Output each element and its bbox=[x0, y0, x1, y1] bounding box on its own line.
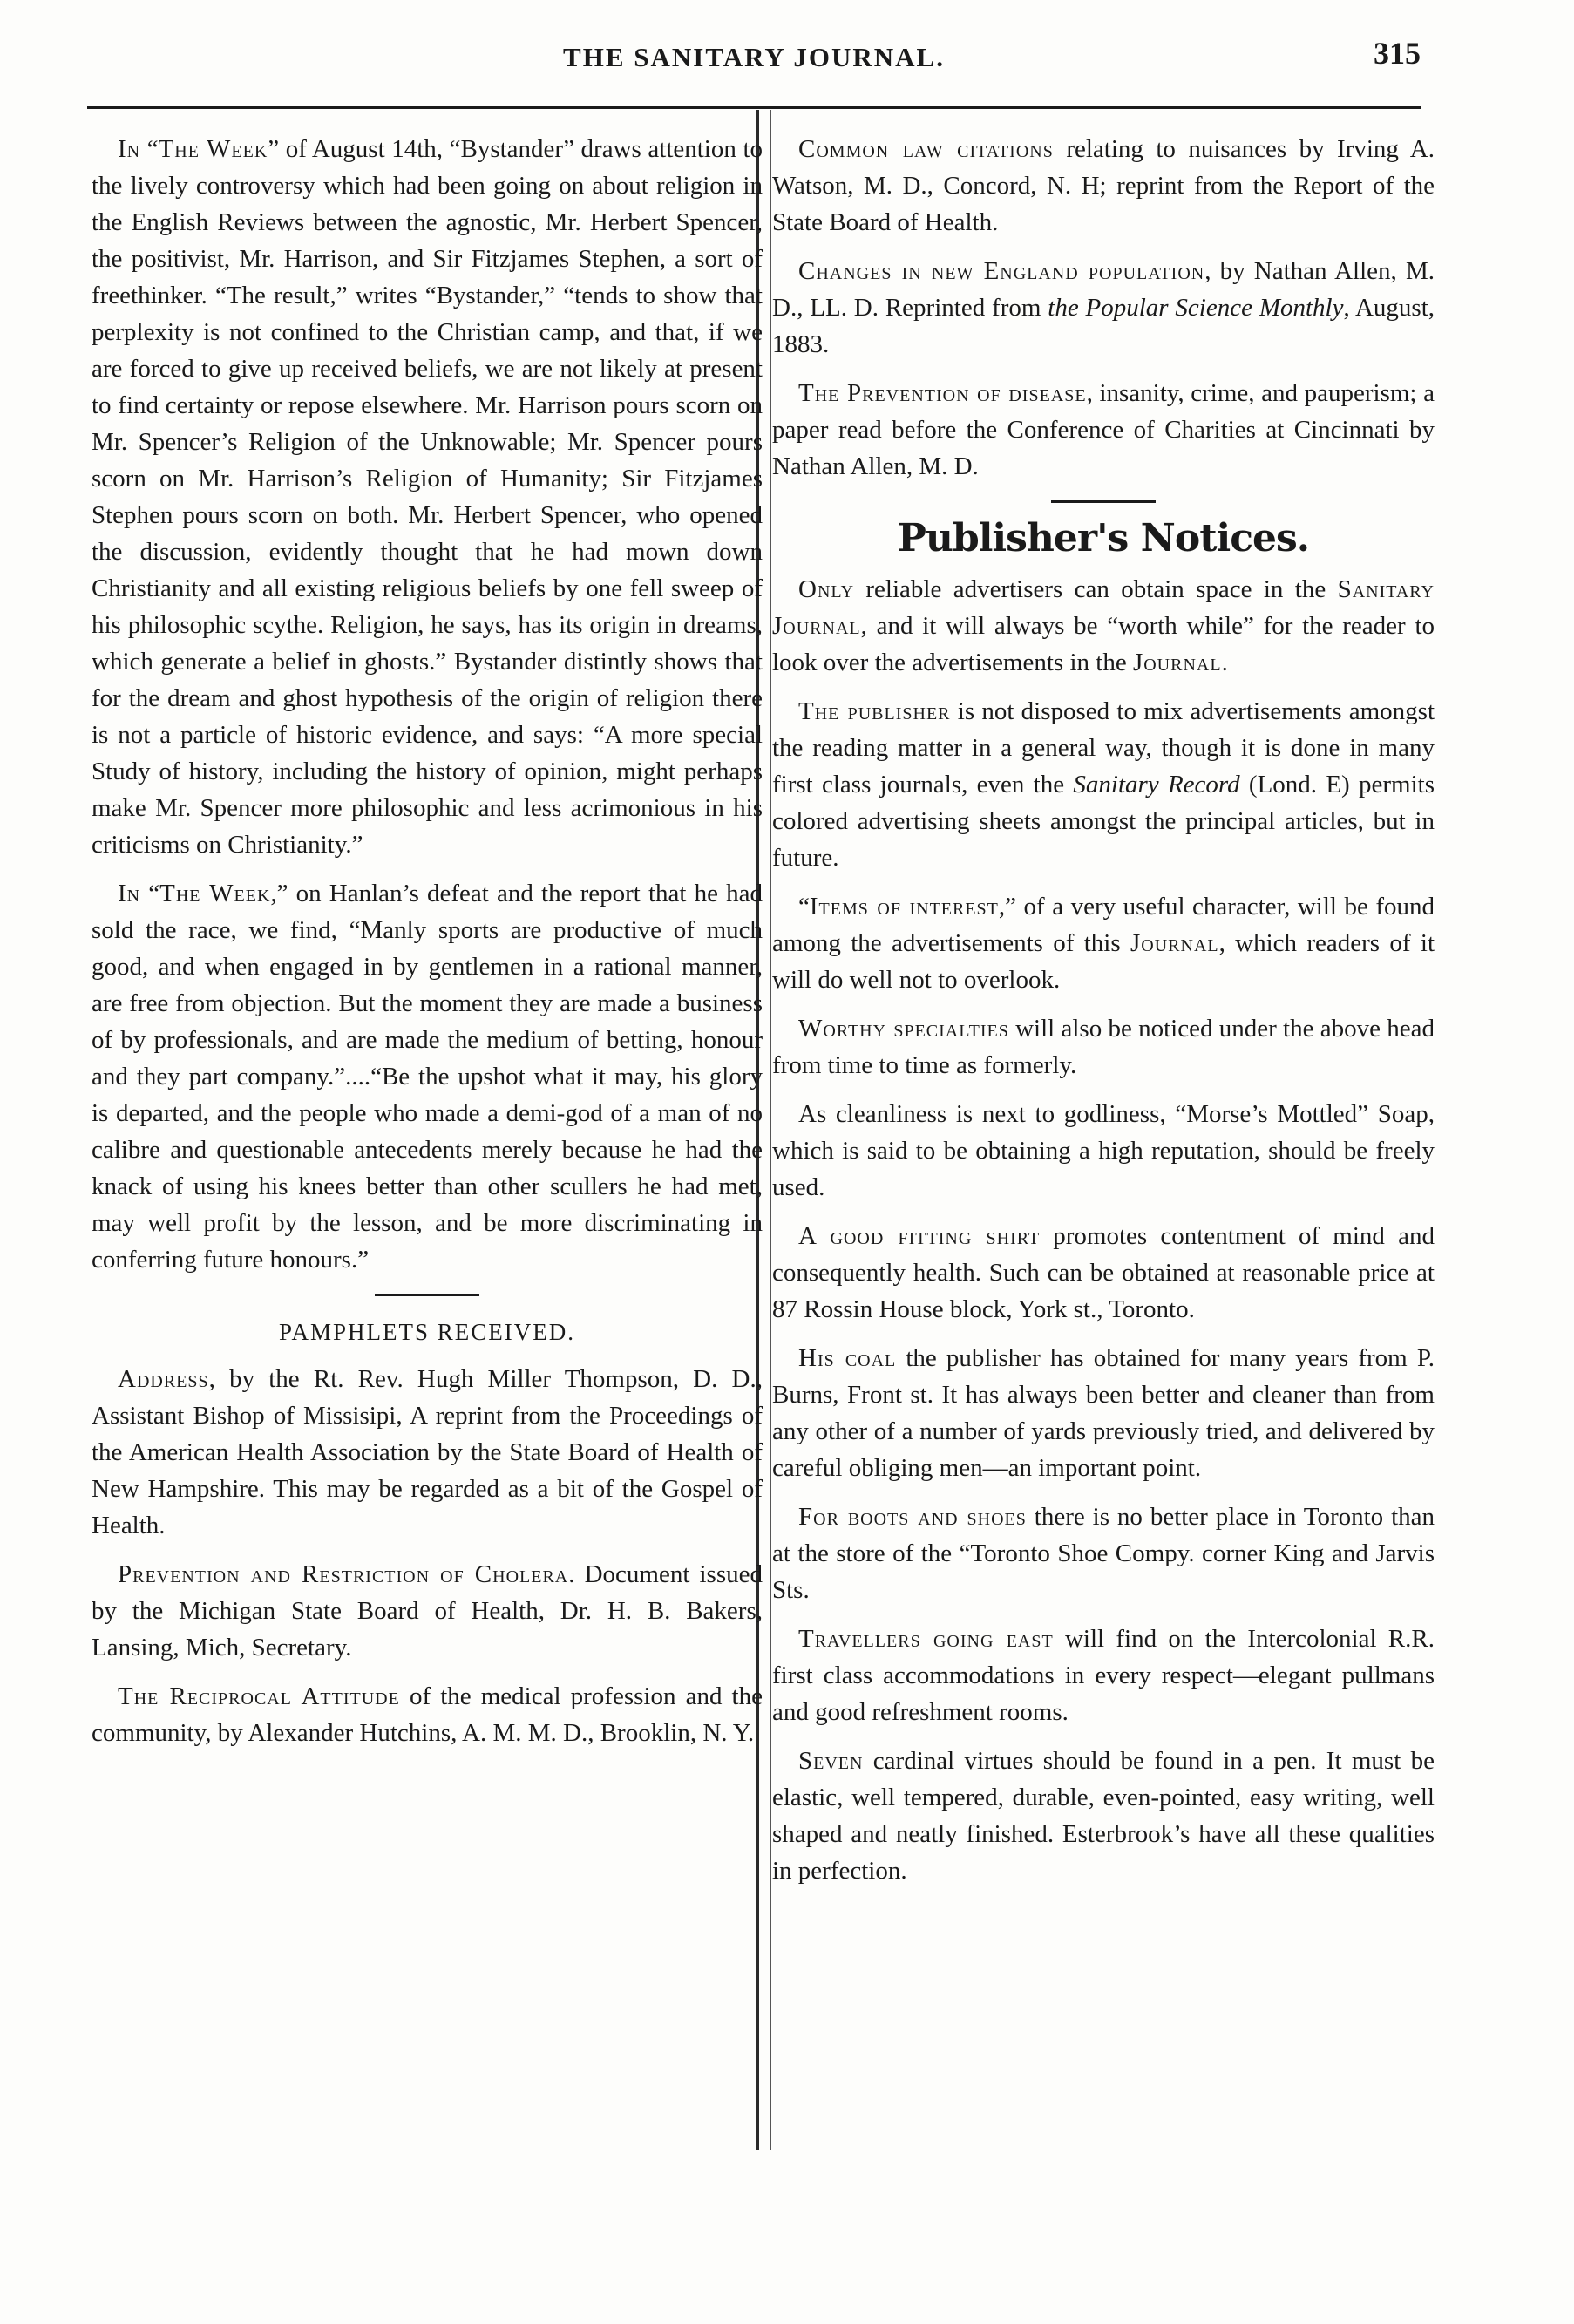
pamphlet-cholera: Prevention and Restriction of Cholera. Document issued by the Michigan State Board of Health, Dr. H. B. Bakers, Lansing, Mich, Secretary. bbox=[92, 1560, 763, 1661]
notice-boots-shoes: For boots and shoes there is no better place in Toronto than at the store of the “Toronto Shoe Compy. corner King and Jarvis Sts. bbox=[772, 1503, 1435, 1604]
notice-soap: As cleanliness is next to godliness, “Morse’s Mottled” Soap, which is said to be obtaining a high reputation, should be freely used. bbox=[772, 1100, 1435, 1201]
pamphlet-reciprocal: The Reciprocal Attitude of the medical profession and the community, by Alexander Hutchins, A. M. M. D., Brooklin, N. Y. bbox=[92, 1682, 763, 1747]
paragraph-the-week-bystander: In “The Week” of August 14th, “Bystander” draws attention to the lively controversy which had been going on about religion in the English Reviews between the agnostic, Mr. Herbert Spencer, the positivist, Mr. Harrison, and Sir Fitzjames Stephen, a sort of freethinker. “The result,” writes “Bystander,” “tends to show that perplexity is not confined to the Christian camp, and that, if we are forced to give up received beliefs, we are not likely at present to find certainty or repose elsewhere. Mr. Harrison pours scorn on Mr. Spencer’s Religion of the Unknowable; Mr. Spencer pours scorn on Mr. Harrison’s Religion of Humanity; Sir Fitzjames Stephen pours scorn on both. Mr. Herbert Spencer, who opened the discussion, evidently thought that he had mown down Christianity and all existing religious beliefs by one fell sweep of his philosophic scythe. Religion, he says, has its origin in dreams, which generate a belief in ghosts.” Bystander distintly shows that for the dream and ghost hypothesis of the origin of religion there is not a particle of historic evidence, and says: “A more special Study of history, including the history of opinion, might perhaps make Mr. Spencer more philosophic and less acrimonious in his criticisms on Christianity.” bbox=[92, 135, 763, 859]
notice-worthy-specialties: Worthy specialties will also be noticed under the above head from time to time as formerly. bbox=[772, 1015, 1435, 1079]
header-rule bbox=[87, 106, 1421, 109]
notice-shirt: A good fitting shirt promotes contentment of mind and consequently health. Such can be obtained at reasonable price at 87 Rossin House block, York st., Toronto. bbox=[772, 1222, 1435, 1323]
pamphlet-address: Address, by the Rt. Rev. Hugh Miller Thompson, D. D., Assistant Bishop of Missisipi, A reprint from the Proceedings of the American Health Association by the State Board of Health of New Hampshire. This may be regarded as a bit of the Gospel of Health. bbox=[92, 1365, 763, 1539]
pamphlet-prevention-disease: The Prevention of disease, insanity, crime, and pauperism; a paper read before the Conference of Charities at Cincinnati by Nathan Allen, M. D. bbox=[772, 379, 1435, 480]
section-rule bbox=[375, 1294, 479, 1296]
notice-pen: Seven cardinal virtues should be found in a pen. It must be elastic, well tempered, durable, even-pointed, easy writing, well shaped and neatly finished. Esterbrook’s have all these qualities in perfection. bbox=[772, 1747, 1435, 1885]
notice-travellers: Travellers going east will find on the Intercolonial R.R. first class accommodations in every respect—elegant pullmans and good refreshment rooms. bbox=[772, 1625, 1435, 1726]
column-divider-inner bbox=[770, 110, 771, 2150]
page-header bbox=[87, 35, 1421, 87]
section-rule-right bbox=[1051, 500, 1156, 503]
notice-coal: His coal the publisher has obtained for many years from P. Burns, Front st. It has always been better and cleaner than from any other of a number of yards previously tried, and delivered by careful obliging men—an important point. bbox=[772, 1344, 1435, 1482]
pamphlets-heading: PAMPHLETS RECEIVED. bbox=[278, 1319, 576, 1345]
publishers-notices-heading: Publisher's Notices. bbox=[897, 516, 1310, 561]
notice-items-of-interest: “Items of interest,” of a very useful character, will be found among the advertisements of this Journal, which readers of it will do well not to overlook. bbox=[772, 893, 1435, 994]
page-number: 315 bbox=[1374, 36, 1421, 71]
running-title: THE SANITARY JOURNAL. bbox=[563, 42, 945, 72]
left-column bbox=[92, 131, 763, 1763]
notice-reliable-advertisers: Only reliable advertisers can obtain space in the Sanitary Journal, and it will always be “worth while” for the reader to look over the advertisements in the Journal. bbox=[772, 575, 1435, 676]
paragraph-the-week-hanlan: In “The Week,” on Hanlan’s defeat and the report that he had sold the race, we find, “Manly sports are productive of much good, and when engaged in by gentlemen in a rational manner, are free from objection. But the moment they are made a business of by professionals, and are made the medium of betting, honour and they part company.”....“Be the upshot what it may, his glory is departed, and the people who made a demi-god of a man of no calibre and questionable antecedents merely because he had the knack of using his knees better than other scullers he had met, may well profit by the lesson, and be more discriminating in conferring future honours.” bbox=[92, 880, 763, 1274]
right-column bbox=[772, 131, 1435, 1901]
pamphlet-new-england: Changes in new England population, by Nathan Allen, M. D., LL. D. Reprinted from the Popular Science Monthly, August, 1883. bbox=[772, 257, 1435, 358]
pamphlet-common-law: Common law citations relating to nuisances by Irving A. Watson, M. D., Concord, N. H; reprint from the Report of the State Board of Health. bbox=[772, 135, 1435, 236]
notice-publisher: The publisher is not disposed to mix advertisements amongst the reading matter in a general way, though it is done in many first class journals, even the Sanitary Record (Lond. E) permits colored advertising sheets amongst the principal articles, but in future. bbox=[772, 697, 1435, 872]
